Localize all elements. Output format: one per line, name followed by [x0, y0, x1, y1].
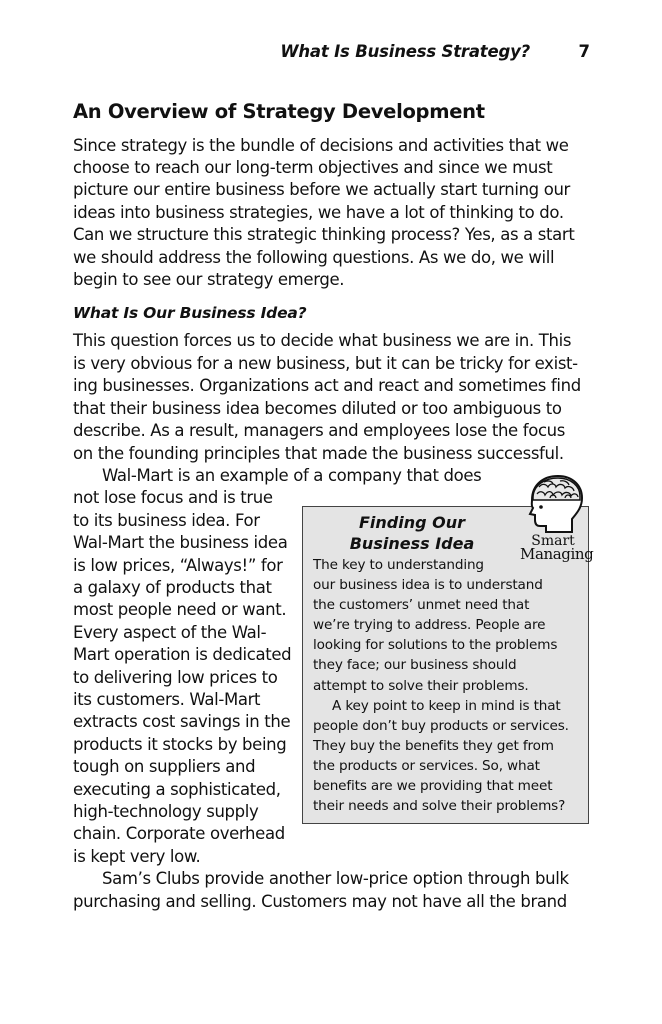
body-line: most people need or want.: [73, 600, 287, 619]
sidebar-line: we’re trying to address. People are: [313, 617, 546, 633]
brain-head-icon: [520, 474, 586, 536]
body-line: Since strategy is the bundle of decisions and activities that we: [73, 136, 569, 155]
section-heading: An Overview of Strategy Development: [73, 100, 485, 123]
body-line: high-technology supply: [73, 802, 259, 821]
body-line: executing a sophisticated,: [73, 780, 281, 799]
sidebar-line: their needs and solve their problems?: [313, 798, 566, 814]
body-line: is low prices, “Always!” for: [73, 556, 283, 575]
body-line: Can we structure this strategic thinking process? Yes, as a start: [73, 225, 575, 244]
body-line: begin to see our strategy emerge.: [73, 270, 345, 289]
sidebar-line: people don’t buy products or services.: [313, 718, 569, 734]
body-line: on the founding principles that made the business successful.: [73, 444, 564, 463]
body-line: Mart operation is dedicated: [73, 645, 292, 664]
body-line: to delivering low prices to: [73, 668, 278, 687]
body-line: to its business idea. For: [73, 511, 260, 530]
body-line: describe. As a result, managers and employees lose the focus: [73, 421, 566, 440]
body-line: Wal-Mart the business idea: [73, 533, 288, 552]
body-line: products it stocks by being: [73, 735, 287, 754]
sidebar-title-line-1: Finding Our: [358, 513, 466, 532]
sidebar-line: looking for solutions to the problems: [313, 637, 558, 653]
subsection-heading: What Is Our Business Idea?: [73, 304, 307, 322]
body-line: is very obvious for a new business, but it can be tricky for exist-: [73, 354, 578, 373]
body-line: purchasing and selling. Customers may not have all the brand: [73, 892, 567, 911]
sidebar-line: They buy the benefits they get from: [313, 738, 554, 754]
icon-label-line-2: Managing: [520, 545, 594, 563]
sidebar-line: they face; our business should: [313, 657, 517, 673]
body-line: chain. Corporate overhead: [73, 824, 285, 843]
body-line: ing businesses. Organizations act and react and sometimes find: [73, 376, 581, 395]
body-line: choose to reach our long-term objectives and since we must: [73, 158, 553, 177]
sidebar-title-line-2: Business Idea: [349, 534, 475, 553]
body-line: is kept very low.: [73, 847, 201, 866]
body-line: that their business idea becomes diluted or too ambiguous to: [73, 399, 562, 418]
icon-label-line-1: Smart: [531, 533, 575, 549]
sidebar-line: the customers’ unmet need that: [313, 597, 530, 613]
running-header-title: What Is Business Strategy?: [280, 42, 530, 61]
running-header: [0, 42, 590, 66]
body-line: Every aspect of the Wal-: [73, 623, 267, 642]
body-line: not lose focus and is true: [73, 488, 273, 507]
body-line: its customers. Wal-Mart: [73, 690, 261, 709]
sidebar-line: The key to understanding: [313, 557, 484, 573]
body-line: Wal-Mart is an example of a company that does: [102, 466, 482, 485]
sidebar-line: A key point to keep in mind is that: [332, 698, 561, 714]
sidebar-line: the products or services. So, what: [313, 758, 540, 774]
page-number: 7: [578, 42, 590, 61]
smart-managing-icon: [520, 474, 594, 568]
body-line: extracts cost savings in the: [73, 712, 291, 731]
sidebar-line: benefits are we providing that meet: [313, 778, 553, 794]
body-line: a galaxy of products that: [73, 578, 272, 597]
body-line: picture our entire business before we actually start turning our: [73, 180, 570, 199]
body-line: tough on suppliers and: [73, 757, 256, 776]
body-line: we should address the following questions. As we do, we will: [73, 248, 555, 267]
body-line: This question forces us to decide what business we are in. This: [73, 331, 572, 350]
sidebar-line: our business idea is to understand: [313, 577, 543, 593]
body-line: Sam’s Clubs provide another low-price option through bulk: [102, 869, 569, 888]
body-line: ideas into business strategies, we have a lot of thinking to do.: [73, 203, 564, 222]
sidebar-line: attempt to solve their problems.: [313, 678, 529, 694]
